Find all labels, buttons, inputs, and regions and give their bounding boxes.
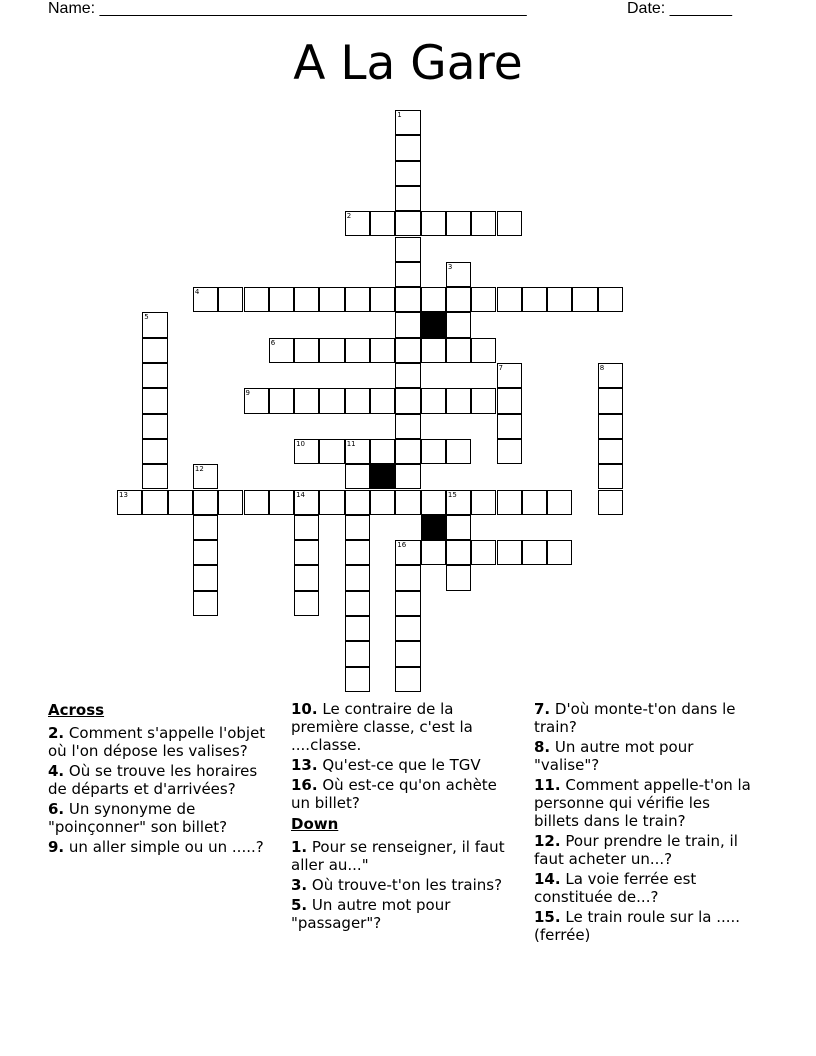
grid-cell[interactable] — [294, 540, 319, 565]
grid-cell[interactable] — [446, 211, 471, 236]
grid-cell[interactable] — [395, 262, 420, 287]
grid-cell[interactable] — [345, 211, 370, 236]
grid-cell[interactable] — [395, 312, 420, 337]
grid-cell[interactable] — [294, 338, 319, 363]
clue-number: 12. — [534, 832, 561, 850]
clue-section-heading: Down — [291, 815, 339, 833]
grid-cell[interactable] — [218, 490, 243, 515]
black-cell — [370, 464, 395, 489]
clue-item — [48, 762, 266, 798]
clue-text: Un autre mot pour "passager"? — [291, 896, 451, 932]
grid-cell[interactable] — [522, 490, 547, 515]
clue-item — [534, 832, 752, 868]
clue-number: 10. — [291, 700, 318, 718]
grid-cell[interactable] — [471, 490, 496, 515]
grid-cell[interactable] — [395, 186, 420, 211]
grid-cell[interactable] — [345, 515, 370, 540]
grid-cell[interactable] — [395, 616, 420, 641]
clue-section-heading: Across — [48, 701, 105, 719]
grid-cell[interactable] — [598, 287, 623, 312]
grid-cell[interactable] — [142, 388, 167, 413]
grid-cell[interactable] — [395, 388, 420, 413]
clue-number: 16. — [291, 776, 318, 794]
black-cell — [421, 312, 446, 337]
grid-cell[interactable] — [395, 161, 420, 186]
grid-cell[interactable] — [598, 490, 623, 515]
clue-text: Où trouve-t'on les trains? — [311, 876, 503, 894]
clue-number-label: 10 — [296, 439, 306, 448]
grid-cell[interactable] — [244, 388, 269, 413]
grid-cell[interactable] — [598, 363, 623, 388]
clue-number-label: 15 — [447, 490, 457, 499]
grid-cell[interactable] — [547, 490, 572, 515]
clue-number: 3. — [291, 876, 308, 894]
clue-number-label: 3 — [447, 262, 453, 271]
grid-cell[interactable] — [168, 490, 193, 515]
grid-cell[interactable] — [446, 287, 471, 312]
clue-item — [534, 700, 752, 736]
clue-item — [291, 896, 509, 932]
grid-cell[interactable] — [294, 565, 319, 590]
grid-cell[interactable] — [345, 338, 370, 363]
grid-cell[interactable] — [547, 540, 572, 565]
grid-cell[interactable] — [395, 439, 420, 464]
clue-number-label: 6 — [270, 338, 276, 347]
clue-number-label: 9 — [245, 389, 250, 398]
grid-cell[interactable] — [446, 515, 471, 540]
clue-item — [48, 838, 266, 856]
clue-item — [534, 776, 752, 830]
clue-number: 2. — [48, 724, 65, 742]
grid-cell[interactable] — [370, 338, 395, 363]
grid-cell[interactable] — [471, 287, 496, 312]
grid-cell[interactable] — [572, 287, 597, 312]
clue-number: 11. — [534, 776, 561, 794]
clue-text: Où se trouve les horaires de départs et d'arrivées? — [48, 762, 258, 798]
grid-cell[interactable] — [294, 515, 319, 540]
grid-cell[interactable] — [598, 388, 623, 413]
grid-cell[interactable] — [395, 667, 420, 692]
clue-item — [291, 700, 509, 754]
grid-cell[interactable] — [370, 211, 395, 236]
grid-cell[interactable] — [142, 439, 167, 464]
grid-cell[interactable] — [345, 616, 370, 641]
clue-item — [291, 876, 509, 894]
grid-cell[interactable] — [345, 641, 370, 666]
clue-number-label: 14 — [296, 490, 306, 499]
grid-cell[interactable] — [395, 211, 420, 236]
grid-cell[interactable] — [471, 338, 496, 363]
grid-cell[interactable] — [193, 490, 218, 515]
grid-cell[interactable] — [446, 262, 471, 287]
grid-cell[interactable] — [421, 211, 446, 236]
grid-cell[interactable] — [370, 490, 395, 515]
grid-cell[interactable] — [395, 135, 420, 160]
grid-cell[interactable] — [497, 540, 522, 565]
grid-cell[interactable] — [395, 565, 420, 590]
grid-cell[interactable] — [193, 287, 218, 312]
clue-text: Pour prendre le train, il faut acheter un...? — [534, 832, 738, 868]
clue-text: Un synonyme de "poinçonner" son billet? — [48, 800, 228, 836]
clue-number: 14. — [534, 870, 561, 888]
clue-text: Comment appelle-t'on la personne qui vérifie les billets dans le train? — [534, 776, 751, 830]
grid-cell[interactable] — [522, 540, 547, 565]
grid-cell[interactable] — [142, 414, 167, 439]
grid-cell[interactable] — [345, 591, 370, 616]
clue-number-label: 8 — [599, 364, 605, 372]
clue-number: 13. — [291, 756, 318, 774]
grid-cell[interactable] — [319, 439, 344, 464]
clue-item — [291, 838, 509, 874]
grid-cell[interactable] — [395, 490, 420, 515]
grid-cell[interactable] — [522, 287, 547, 312]
grid-cell[interactable] — [370, 388, 395, 413]
clue-column-3 — [534, 700, 752, 946]
grid-cell[interactable] — [142, 338, 167, 363]
grid-cell[interactable] — [395, 591, 420, 616]
grid-cell[interactable] — [395, 363, 420, 388]
grid-cell[interactable] — [421, 388, 446, 413]
clue-number-label: 11 — [346, 439, 356, 448]
grid-cell[interactable] — [269, 287, 294, 312]
grid-cell[interactable] — [345, 388, 370, 413]
clue-number: 1. — [291, 838, 308, 856]
grid-cell[interactable] — [345, 565, 370, 590]
grid-cell[interactable] — [395, 540, 420, 565]
grid-cell[interactable] — [319, 338, 344, 363]
clue-text: Le train roule sur la ..... (ferrée) — [534, 908, 741, 944]
grid-cell[interactable] — [269, 490, 294, 515]
clue-text: un aller simple ou un .....? — [68, 838, 264, 856]
grid-cell[interactable] — [471, 388, 496, 413]
grid-cell[interactable] — [446, 388, 471, 413]
clue-text: Où est-ce qu'on achète un billet? — [291, 776, 497, 812]
grid-cell[interactable] — [471, 540, 496, 565]
grid-cell[interactable] — [193, 540, 218, 565]
clue-item — [291, 776, 509, 812]
grid-cell[interactable] — [193, 565, 218, 590]
grid-cell[interactable] — [269, 338, 294, 363]
black-cell — [421, 515, 446, 540]
grid-cell[interactable] — [446, 439, 471, 464]
grid-cell[interactable] — [446, 565, 471, 590]
clue-number: 7. — [534, 700, 551, 718]
name-line[interactable]: Name: ________________________________________________ — [48, 0, 527, 17]
grid-cell[interactable] — [497, 439, 522, 464]
grid-cell[interactable] — [395, 464, 420, 489]
clue-number-label: 2 — [346, 212, 352, 221]
grid-cell[interactable] — [142, 490, 167, 515]
grid-cell[interactable] — [598, 464, 623, 489]
grid-cell[interactable] — [345, 490, 370, 515]
grid-cell[interactable] — [421, 338, 446, 363]
grid-cell[interactable] — [497, 211, 522, 236]
grid-cell[interactable] — [269, 388, 294, 413]
clue-number: 8. — [534, 738, 551, 756]
grid-cell[interactable] — [497, 287, 522, 312]
grid-cell[interactable] — [319, 490, 344, 515]
clue-text: D'où monte-t'on dans le train? — [534, 700, 736, 736]
clue-item — [48, 800, 266, 836]
clue-number-label: 4 — [194, 288, 200, 297]
grid-cell[interactable] — [244, 287, 269, 312]
clue-number: 4. — [48, 762, 65, 780]
grid-cell[interactable] — [294, 591, 319, 616]
grid-cell[interactable] — [193, 591, 218, 616]
grid-cell[interactable] — [497, 490, 522, 515]
clue-text: La voie ferrée est constituée de...? — [534, 870, 697, 906]
grid-cell[interactable] — [142, 363, 167, 388]
clue-text: Qu'est-ce que le TGV — [322, 756, 481, 774]
clue-number: 6. — [48, 800, 65, 818]
grid-cell[interactable] — [117, 490, 142, 515]
clue-number-label: 13 — [119, 490, 128, 499]
grid-cell[interactable] — [497, 363, 522, 388]
clue-number: 5. — [291, 896, 308, 914]
grid-cell[interactable] — [446, 338, 471, 363]
puzzle-title: A La Gare — [293, 36, 523, 91]
grid-cell[interactable] — [142, 464, 167, 489]
grid-cell[interactable] — [193, 464, 218, 489]
grid-cell[interactable] — [421, 540, 446, 565]
clue-number-label: 7 — [498, 364, 503, 372]
clue-text: Comment s'appelle l'objet où l'on dépose les valises? — [48, 724, 266, 760]
clue-number-label: 1 — [397, 111, 402, 119]
clue-text: Pour se renseigner, il faut aller au..." — [291, 838, 505, 874]
grid-cell[interactable] — [345, 464, 370, 489]
grid-cell[interactable] — [421, 287, 446, 312]
clue-column-2 — [291, 700, 509, 934]
clue-text: Un autre mot pour "valise"? — [534, 738, 694, 774]
clue-number-label: 16 — [397, 541, 407, 550]
grid-cell[interactable] — [598, 414, 623, 439]
clues-section — [48, 700, 768, 1000]
grid-cell[interactable] — [598, 439, 623, 464]
grid-cell[interactable] — [345, 540, 370, 565]
grid-cell[interactable] — [294, 490, 319, 515]
grid-cell[interactable] — [395, 414, 420, 439]
grid-cell[interactable] — [395, 338, 420, 363]
grid-cell[interactable] — [446, 490, 471, 515]
grid-cell[interactable] — [244, 490, 269, 515]
grid-cell[interactable] — [294, 439, 319, 464]
grid-cell[interactable] — [142, 312, 167, 337]
grid-cell[interactable] — [421, 439, 446, 464]
grid-cell[interactable] — [319, 287, 344, 312]
clue-number-label: 12 — [194, 465, 204, 474]
clue-item — [48, 724, 266, 760]
grid-cell[interactable] — [446, 540, 471, 565]
grid-cell[interactable] — [370, 439, 395, 464]
grid-cell[interactable] — [345, 667, 370, 692]
grid-cell[interactable] — [294, 388, 319, 413]
clue-item — [534, 870, 752, 906]
grid-cell[interactable] — [218, 287, 243, 312]
clue-item — [534, 738, 752, 774]
date-line[interactable]: Date: _______ — [627, 0, 732, 17]
grid-cell[interactable] — [294, 287, 319, 312]
grid-cell[interactable] — [421, 490, 446, 515]
grid-cell[interactable] — [345, 287, 370, 312]
clue-column-1 — [48, 700, 266, 858]
grid-cell[interactable] — [497, 414, 522, 439]
grid-cell[interactable] — [345, 439, 370, 464]
grid-cell[interactable] — [446, 312, 471, 337]
clue-item — [534, 908, 752, 944]
clue-text: Le contraire de la première classe, c'est la ....classe. — [291, 700, 473, 754]
clue-item — [291, 756, 509, 774]
grid-cell[interactable] — [395, 287, 420, 312]
grid-cell[interactable] — [193, 515, 218, 540]
grid-cell[interactable] — [471, 211, 496, 236]
clue-number: 15. — [534, 908, 561, 926]
grid-cell[interactable] — [395, 237, 420, 262]
grid-cell[interactable] — [370, 287, 395, 312]
grid-cell[interactable] — [319, 388, 344, 413]
clue-number: 9. — [48, 838, 65, 856]
grid-cell[interactable] — [547, 287, 572, 312]
grid-cell[interactable] — [395, 110, 420, 135]
clue-number-label: 5 — [144, 313, 149, 322]
grid-cell[interactable] — [497, 388, 522, 413]
grid-cell[interactable] — [395, 641, 420, 666]
